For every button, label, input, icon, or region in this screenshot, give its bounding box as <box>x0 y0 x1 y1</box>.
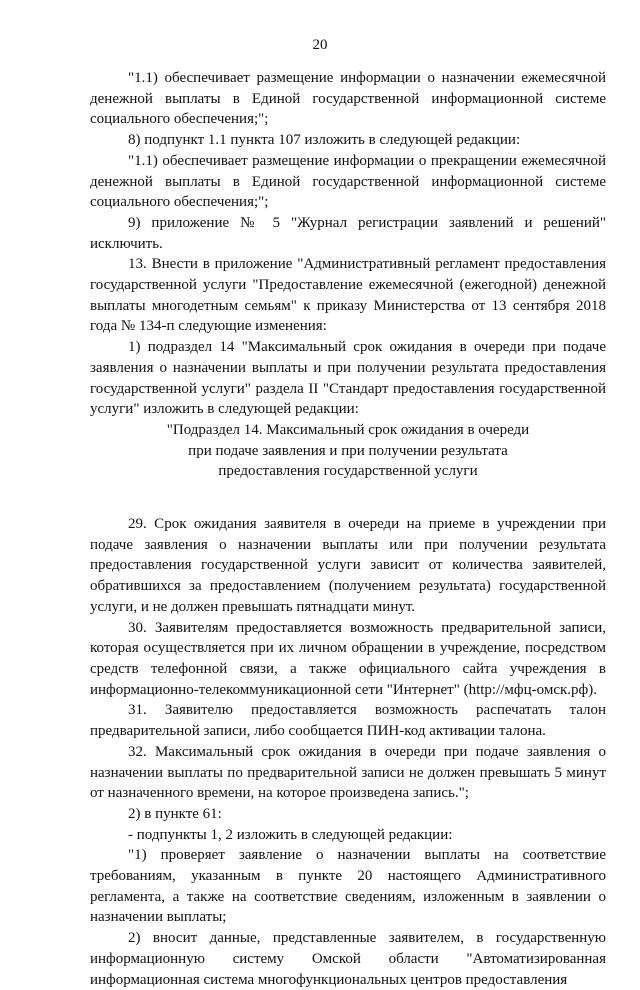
paragraph: "1.1) обеспечивает размещение информации о прекращении ежемесячной денежной выплаты в Единой государственной информационной системе социального обеспечения;"; <box>90 152 606 211</box>
heading-line: при подаче заявления и при получении результата <box>188 442 508 459</box>
subsection-heading <box>90 420 606 482</box>
paragraph: 9) приложение № 5 "Журнал регистрации заявлений и решений" исключить. <box>90 214 606 252</box>
heading-line: "Подраздел 14. Максимальный срок ожидания в очереди <box>166 421 530 438</box>
paragraph: 13. Внести в приложение "Административный регламент предоставления государственной услуги "Предоставление ежемесячной (ежегодной) денежной выплаты многодетным семьям" к приказу Министерства от 13 сентября 2018 года № 134-п следующие изменения: <box>90 256 606 335</box>
page-number: 20 <box>312 37 328 53</box>
paragraph: 2) в пункте 61: <box>128 805 222 822</box>
heading-line: предоставления государственной услуги <box>218 463 478 480</box>
paragraph: 31. Заявителю предоставляется возможность распечатать талон предварительной записи, либо сообщается ПИН-код активации талона. <box>90 702 606 740</box>
paragraph: 2) вносит данные, представленные заявителем, в государственную информационную систему Омской области "Автоматизированная информационная система многофункциональных центров предоставления <box>90 930 606 988</box>
paragraph: - подпункты 1, 2 изложить в следующей редакции: <box>128 826 453 843</box>
paragraph: "1) проверяет заявление о назначении выплаты на соответствие требованиям, указанным в пункте 20 настоящего Административного регламента, а также на соответствие сведениям, изложенным в заявлении о назначении выплаты; <box>90 847 606 926</box>
paragraph: 32. Максимальный срок ожидания в очереди при подаче заявления о назначении выплаты по предварительной записи не должен превышать 5 минут от назначенного времени, на которое произведена запись."; <box>90 743 606 802</box>
blank-line <box>90 482 606 514</box>
paragraph: 29. Срок ожидания заявителя в очереди на приеме в учреждении при подаче заявления о назначении выплаты или при получении результата предоставления государственной услуги зависит от количества заявителей, обратившихся за предоставлением (получением результата) государственной услуги, и не должен превышать пятнадцати минут. <box>90 516 606 615</box>
paragraph: 8) подпункт 1.1 пункта 107 изложить в следующей редакции: <box>128 132 521 149</box>
document-body <box>90 68 606 990</box>
paragraph: "1.1) обеспечивает размещение информации о назначении ежемесячной денежной выплаты в Единой государственной информационной системе социального обеспечения;"; <box>90 70 606 128</box>
paragraph: 30. Заявителям предоставляется возможность предварительной записи, которая осуществляется при их личном обращении в учреждение, посредством средств телефонной связи, а также официального сайта учреждения в информационно-телекоммуникационной сети "Интернет" (http://мфц-омск.рф). <box>90 619 606 698</box>
paragraph: 1) подраздел 14 "Максимальный срок ожидания в очереди при подаче заявления о назначении выплаты и при получении результата предоставления государственной услуги" раздела II "Стандарт предоставления государственной услуги" изложить в следующей редакции: <box>90 339 606 418</box>
